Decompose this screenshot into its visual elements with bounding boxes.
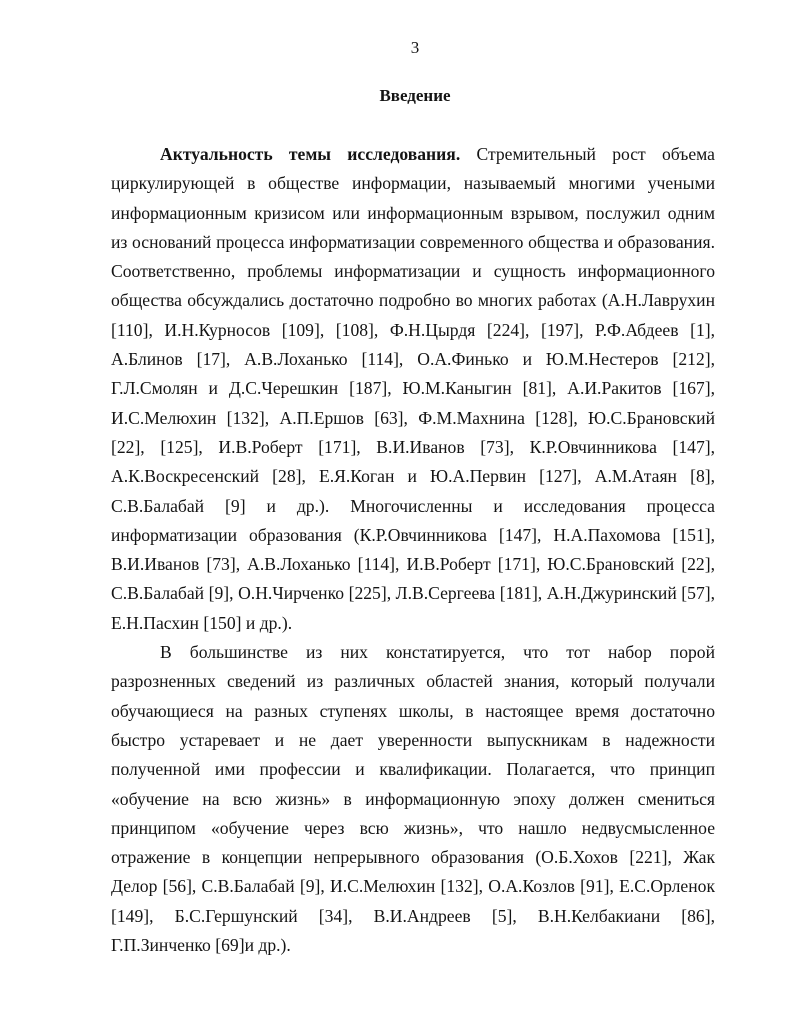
page-number: 3 (410, 38, 420, 57)
paragraph-continuous-education (111, 638, 715, 960)
section-heading: Введение (379, 86, 451, 105)
paragraph-text: Стремительный рост объема циркулирующей в обществе информации, называемый многими учеными информационным кризисом или информационным взрывом, послужил одним из оснований процесса информатизации современного общества и образования. Соответственно, проблемы информатизации и сущность информационного общества обсуждались достаточно подробно во многих работах (А.Н.Лаврухин [110], И.Н.Курносов [109], [108], Ф.Н.Цырдя [224], [197], Р.Ф.Абдеев [1], А.Блинов [17], А.В.Лоханько [114], О.А.Финько и Ю.М.Нестеров [212], Г.Л.Смолян и Д.С.Черешкин [187], Ю.М.Каныгин [81], А.И.Ракитов [167], И.С.Мелюхин [132], А.П.Ершов [63], Ф.М.Махнина [128], Ю.С.Брановский [22], [125], И.В.Роберт [171], В.И.Иванов [73], К.Р.Овчинникова [147], А.К.Воскресенский [28], Е.Я.Коган и Ю.А.Первин [127], А.М.Атаян [8], С.В.Балабай [9] и др.). Многочисленны и исследования процесса информатизации образования (К.Р.Овчинникова [147], Н.А.Пахомова [151], В.И.Иванов [73], А.В.Лоханько [114], И.В.Роберт [171], Ю.С.Брановский [22], С.В.Балабай [9], О.Н.Чирченко [225], Л.В.Сергеева [181], А.Н.Джуринский [57], Е.Н.Пасхин [150] и др.). (111, 144, 715, 633)
paragraph-lead: Актуальность темы исследования. (160, 144, 461, 164)
paragraph-relevance (111, 140, 715, 638)
body-text (111, 140, 715, 960)
paragraph-text: В большинстве из них констатируется, что тот набор порой разрозненных сведений из различных областей знания, который получали обучающиеся на разных ступенях школы, в настоящее время достаточно быстро устаревает и не дает уверенности выпускникам в надежности полученной ими профессии и квалификации. Полагается, что принцип «обучение на всю жизнь» в информационную эпоху должен смениться принципом «обучение через всю жизнь», что нашло недвусмысленное отражение в концепции непрерывного образования (О.Б.Хохов [221], Жак Делор [56], С.В.Балабай [9], И.С.Мелюхин [132], О.А.Козлов [91], Е.С.Орленок [149], Б.С.Гершунский [34], В.И.Андреев [5], В.Н.Келбакиани [86], Г.П.Зинченко [69]и др.). (111, 642, 715, 956)
